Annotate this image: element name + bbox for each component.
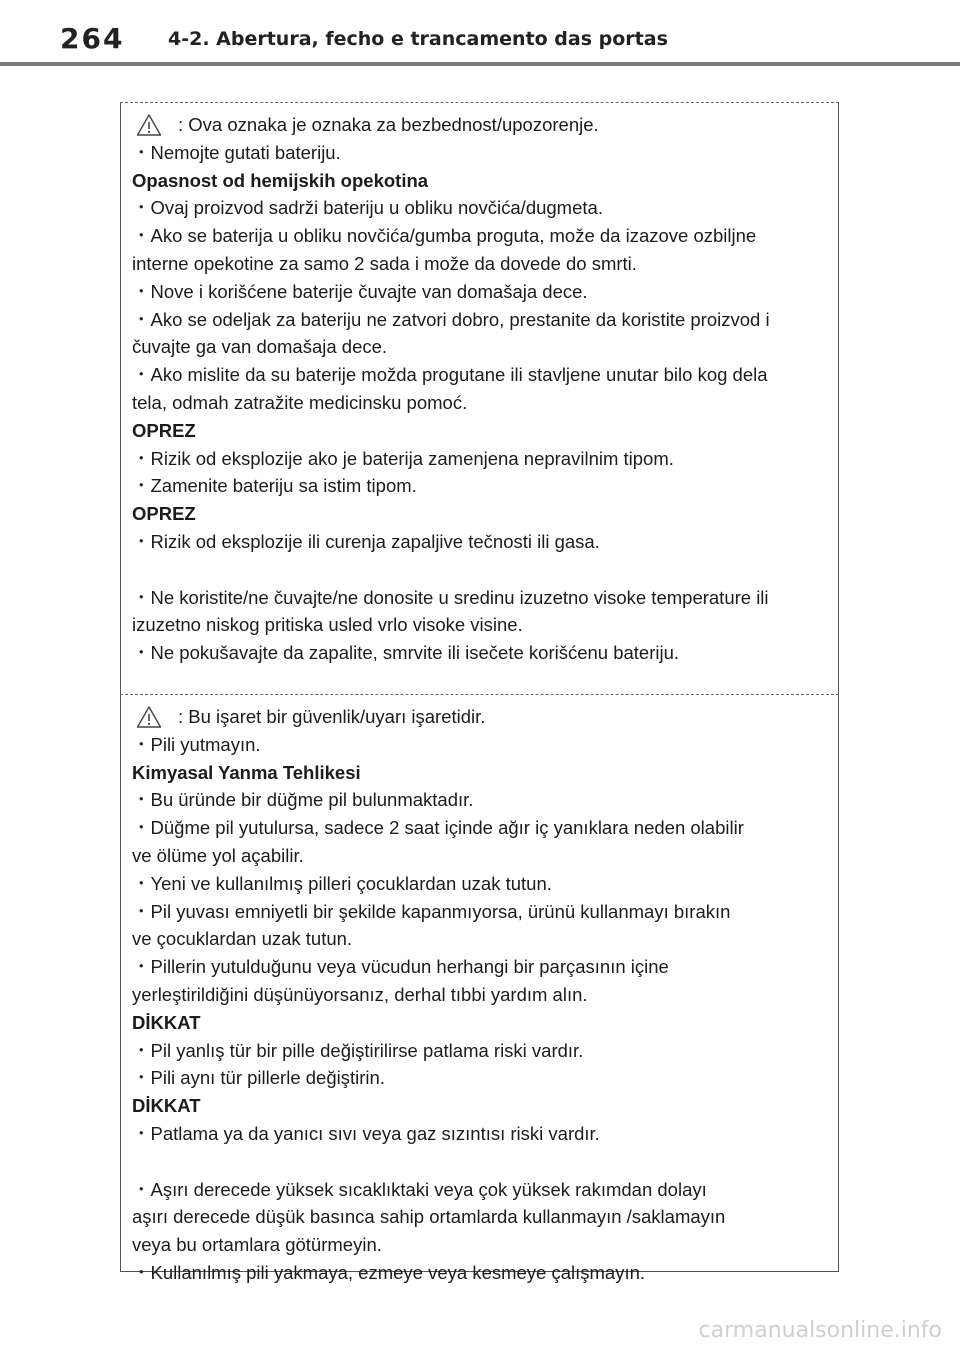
text-line: ・Zamenite bateriju sa istim tipom. bbox=[132, 475, 417, 497]
text-line: ・Yeni ve kullanılmış pilleri çocuklardan uzak tutun. bbox=[132, 872, 552, 894]
text-line: ve ölüme yol açabilir. bbox=[132, 844, 304, 866]
text-line: ・Ne pokušavajte da zapalite, smrvite ili isečete korišćenu bateriju. bbox=[132, 642, 680, 664]
text-line: ・Rizik od eksplozije ako je baterija zamenjena nepravilnim tipom. bbox=[132, 447, 674, 469]
text-line: ・Kullanılmış pili yakmaya, ezmeye veya kesmeye çalışmayın. bbox=[132, 1261, 646, 1283]
warning-box-turkish bbox=[120, 694, 839, 1283]
text-line: ve çocuklardan uzak tutun. bbox=[132, 928, 353, 950]
blank-line bbox=[132, 556, 822, 584]
text-line: ・Rizik od eksplozije ili curenja zapaljive tečnosti ili gasa. bbox=[132, 530, 600, 552]
text-line: veya bu ortamlara götürmeyin. bbox=[132, 1234, 382, 1256]
text-line: ・Bu üründe bir düğme pil bulunmaktadır. bbox=[132, 789, 474, 811]
blank-line bbox=[132, 1148, 822, 1176]
section-title: 4-2. Abertura, fecho e trancamento das portas bbox=[168, 28, 668, 50]
section-heading: Kimyasal Yanma Tehlikesi bbox=[132, 761, 361, 783]
text-line: ・Pil yuvası emniyetli bir şekilde kapanmıyorsa, ürünü kullanmayı bırakın bbox=[132, 900, 731, 922]
text-line: ・Pili yutmayın. bbox=[132, 733, 261, 755]
warning-box-content bbox=[132, 111, 822, 667]
section-heading: DİKKAT bbox=[132, 1095, 201, 1117]
text-line: aşırı derecede düşük basınca sahip ortamlarda kullanmayın /saklamayın bbox=[132, 1206, 726, 1228]
text-line: interne opekotine za samo 2 sada i može da dovede do smrti. bbox=[132, 252, 637, 274]
text-line: yerleştirildiğini düşünüyorsanız, derhal tıbbi yardım alın. bbox=[132, 983, 588, 1005]
warning-box-serbian bbox=[120, 102, 839, 694]
warning-label: : Ova oznaka je oznaka za bezbednost/upozorenje. bbox=[178, 114, 599, 135]
text-line: ・Aşırı derecede yüksek sıcaklıktaki veya çok yüksek rakımdan dolayı bbox=[132, 1178, 707, 1200]
page-number: 264 bbox=[60, 22, 125, 55]
text-line: ・Pil yanlış tür bir pille değiştirilirse patlama riski vardır. bbox=[132, 1039, 584, 1061]
warning-box-content bbox=[132, 703, 822, 1287]
page-header bbox=[0, 0, 960, 64]
text-line: izuzetno niskog pritiska usled vrlo visoke visine. bbox=[132, 614, 523, 636]
warning-label: : Bu işaret bir güvenlik/uyarı işaretidir. bbox=[178, 706, 486, 727]
section-heading: OPREZ bbox=[132, 503, 196, 525]
text-line: ・Ne koristite/ne čuvajte/ne donosite u sredinu izuzetno visoke temperature ili bbox=[132, 586, 769, 608]
text-line: ・Ako se odeljak za bateriju ne zatvori dobro, prestanite da koristite proizvod i bbox=[132, 308, 770, 330]
warning-label-line bbox=[132, 703, 822, 731]
text-line: ・Ako se baterija u obliku novčića/gumba proguta, može da izazove ozbiljne bbox=[132, 225, 757, 247]
text-line: čuvajte ga van domašaja dece. bbox=[132, 336, 388, 358]
section-heading: OPREZ bbox=[132, 419, 196, 441]
text-line: ・Nove i korišćene baterije čuvajte van domašaja dece. bbox=[132, 280, 588, 302]
warning-triangle-icon bbox=[136, 113, 162, 137]
text-line: ・Pili aynı tür pillerle değiştirin. bbox=[132, 1067, 385, 1089]
text-line: tela, odmah zatražite medicinsku pomoć. bbox=[132, 391, 468, 413]
text-line: ・Ovaj proizvod sadrži bateriju u obliku novčića/dugmeta. bbox=[132, 197, 603, 219]
section-heading: Opasnost od hemijskih opekotina bbox=[132, 169, 429, 191]
warning-triangle-icon bbox=[136, 705, 162, 729]
text-line: ・Nemojte gutati bateriju. bbox=[132, 141, 341, 163]
warning-lines bbox=[132, 731, 822, 1287]
watermark: carmanualsonline.info bbox=[698, 1318, 942, 1343]
header-rule bbox=[0, 62, 960, 66]
text-line: ・Patlama ya da yanıcı sıvı veya gaz sızıntısı riski vardır. bbox=[132, 1122, 600, 1144]
warning-lines bbox=[132, 139, 822, 667]
section-heading: DİKKAT bbox=[132, 1011, 201, 1033]
text-line: ・Pillerin yutulduğunu veya vücudun herhangi bir parçasının içine bbox=[132, 956, 669, 978]
warning-label-line bbox=[132, 111, 822, 139]
text-line: ・Ako mislite da su baterije možda progutane ili stavljene unutar bilo kog dela bbox=[132, 364, 768, 386]
text-line: ・Düğme pil yutulursa, sadece 2 saat içinde ağır iç yanıklara neden olabilir bbox=[132, 817, 744, 839]
